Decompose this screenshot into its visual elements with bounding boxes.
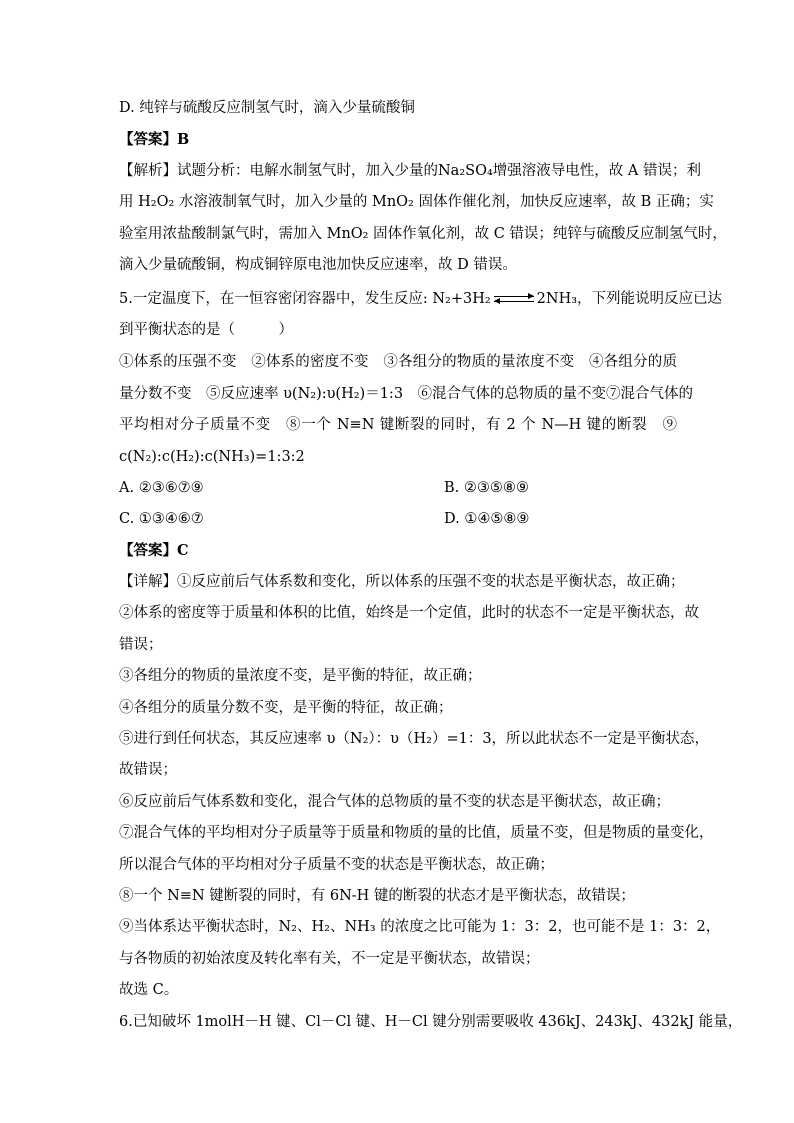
question-5-statement-line: 平均相对分子质量不变 ⑧一个 N≡N 键断裂的同时，有 2 个 N—H 键的断裂 ⑨ bbox=[119, 417, 677, 433]
option-d: D. ①④⑤⑧⑨ bbox=[444, 511, 530, 527]
explanation-line: 所以混合气体的平均相对分子质量不变的状态是平衡状态，故正确； bbox=[119, 857, 554, 873]
option-c: C. ①③④⑥⑦ bbox=[119, 511, 204, 527]
answer-label-q4: 【答案】B bbox=[119, 131, 190, 148]
analysis-line: 用 H₂O₂ 水溶液制氧气时，加入少量的 MnO₂ 固体作催化剂，加快反应速率，故 B 正确；实 bbox=[119, 194, 714, 210]
analysis-line: 【解析】试题分析：电解水制氢气时，加入少量的Na₂SO₄增强溶液导电性，故 A 错误；利 bbox=[119, 163, 701, 179]
explanation-line: ⑨当体系达平衡状态时，N₂、H₂、NH₃ 的浓度之比可能为 1：3：2，也可能不是 1：3：2， bbox=[119, 919, 721, 935]
question-5-statement-line: 量分数不变 ⑤反应速率 υ(N₂):υ(H₂)＝1:3 ⑥混合气体的总物质的量不变⑦混合气体的 bbox=[119, 386, 694, 402]
explanation-line: ④各组分的质量分数不变，是平衡的特征，故正确； bbox=[119, 700, 453, 716]
explanation-line: 错误； bbox=[119, 637, 163, 653]
question-5-stem-part1: 5.一定温度下，在一恒容密闭容器中，发生反应: N₂+3H₂ bbox=[119, 291, 491, 307]
explanation-line: 【详解】①反应前后气体系数和变化，所以体系的压强不变的状态是平衡状态，故正确； bbox=[119, 574, 685, 590]
question-5-statement-line: c(N₂):c(H₂):c(NH₃)=1:3:2 bbox=[119, 449, 305, 465]
question-5-statement-line: ①体系的压强不变 ②体系的密度不变 ③各组分的物质的量浓度不变 ④各组分的质 bbox=[119, 354, 677, 370]
analysis-line: 验室用浓盐酸制氯气时，需加入 MnO₂ 固体作氧化剂，故 C 错误；纯锌与硫酸反应制氢气时， bbox=[119, 226, 727, 242]
conclusion-line: 故选 C。 bbox=[119, 982, 179, 998]
explanation-line: ⑧一个 N≡N 键断裂的同时，有 6N-H 键的断裂的状态才是平衡状态，故错误； bbox=[119, 888, 635, 904]
explanation-line: ③各组分的物质的量浓度不变，是平衡的特征，故正确； bbox=[119, 668, 482, 684]
analysis-line: 滴入少量硫酸铜，构成铜锌原电池加快反应速率，故 D 错误。 bbox=[119, 257, 517, 273]
answer-label-q5: 【答案】C bbox=[119, 542, 189, 559]
explanation-line: ⑥反应前后气体系数和变化，混合气体的总物质的量不变的状态是平衡状态，故正确； bbox=[119, 794, 670, 810]
explanation-line: 与各物质的初始浓度及转化率有关，不一定是平衡状态，故错误； bbox=[119, 951, 540, 967]
explanation-line: 故错误； bbox=[119, 762, 177, 778]
equilibrium-arrow-icon bbox=[494, 295, 534, 303]
explanation-line: ⑦混合气体的平均相对分子质量等于质量和物质的量的比值，质量不变，但是物质的量变化， bbox=[119, 825, 714, 841]
explanation-line: ⑤进行到任何状态，其反应速率 υ（N₂）：υ（H₂）=1：3，所以此状态不一定是平衡状态， bbox=[119, 731, 710, 747]
explanation-line: ②体系的密度等于质量和体积的比值，始终是一个定值，此时的状态不一定是平衡状态，故 bbox=[119, 605, 699, 621]
question-6-stem: 6.已知破坏 1molH－H 键、Cl－Cl 键、H－Cl 键分别需要吸收 436kJ、243kJ、432kJ 能量， bbox=[119, 1014, 743, 1030]
question-5-stem-part2: 2NH₃，下列能说明反应已达 bbox=[536, 291, 723, 307]
question-5-stem bbox=[119, 289, 722, 309]
question-5-stem-cont: 到平衡状态的是（ ） bbox=[119, 322, 293, 338]
option-d-previous-question: D. 纯锌与硫酸反应制氢气时，滴入少量硫酸铜 bbox=[119, 100, 415, 116]
option-b: B. ②③⑤⑧⑨ bbox=[444, 480, 529, 496]
option-a: A. ②③⑥⑦⑨ bbox=[119, 480, 204, 496]
